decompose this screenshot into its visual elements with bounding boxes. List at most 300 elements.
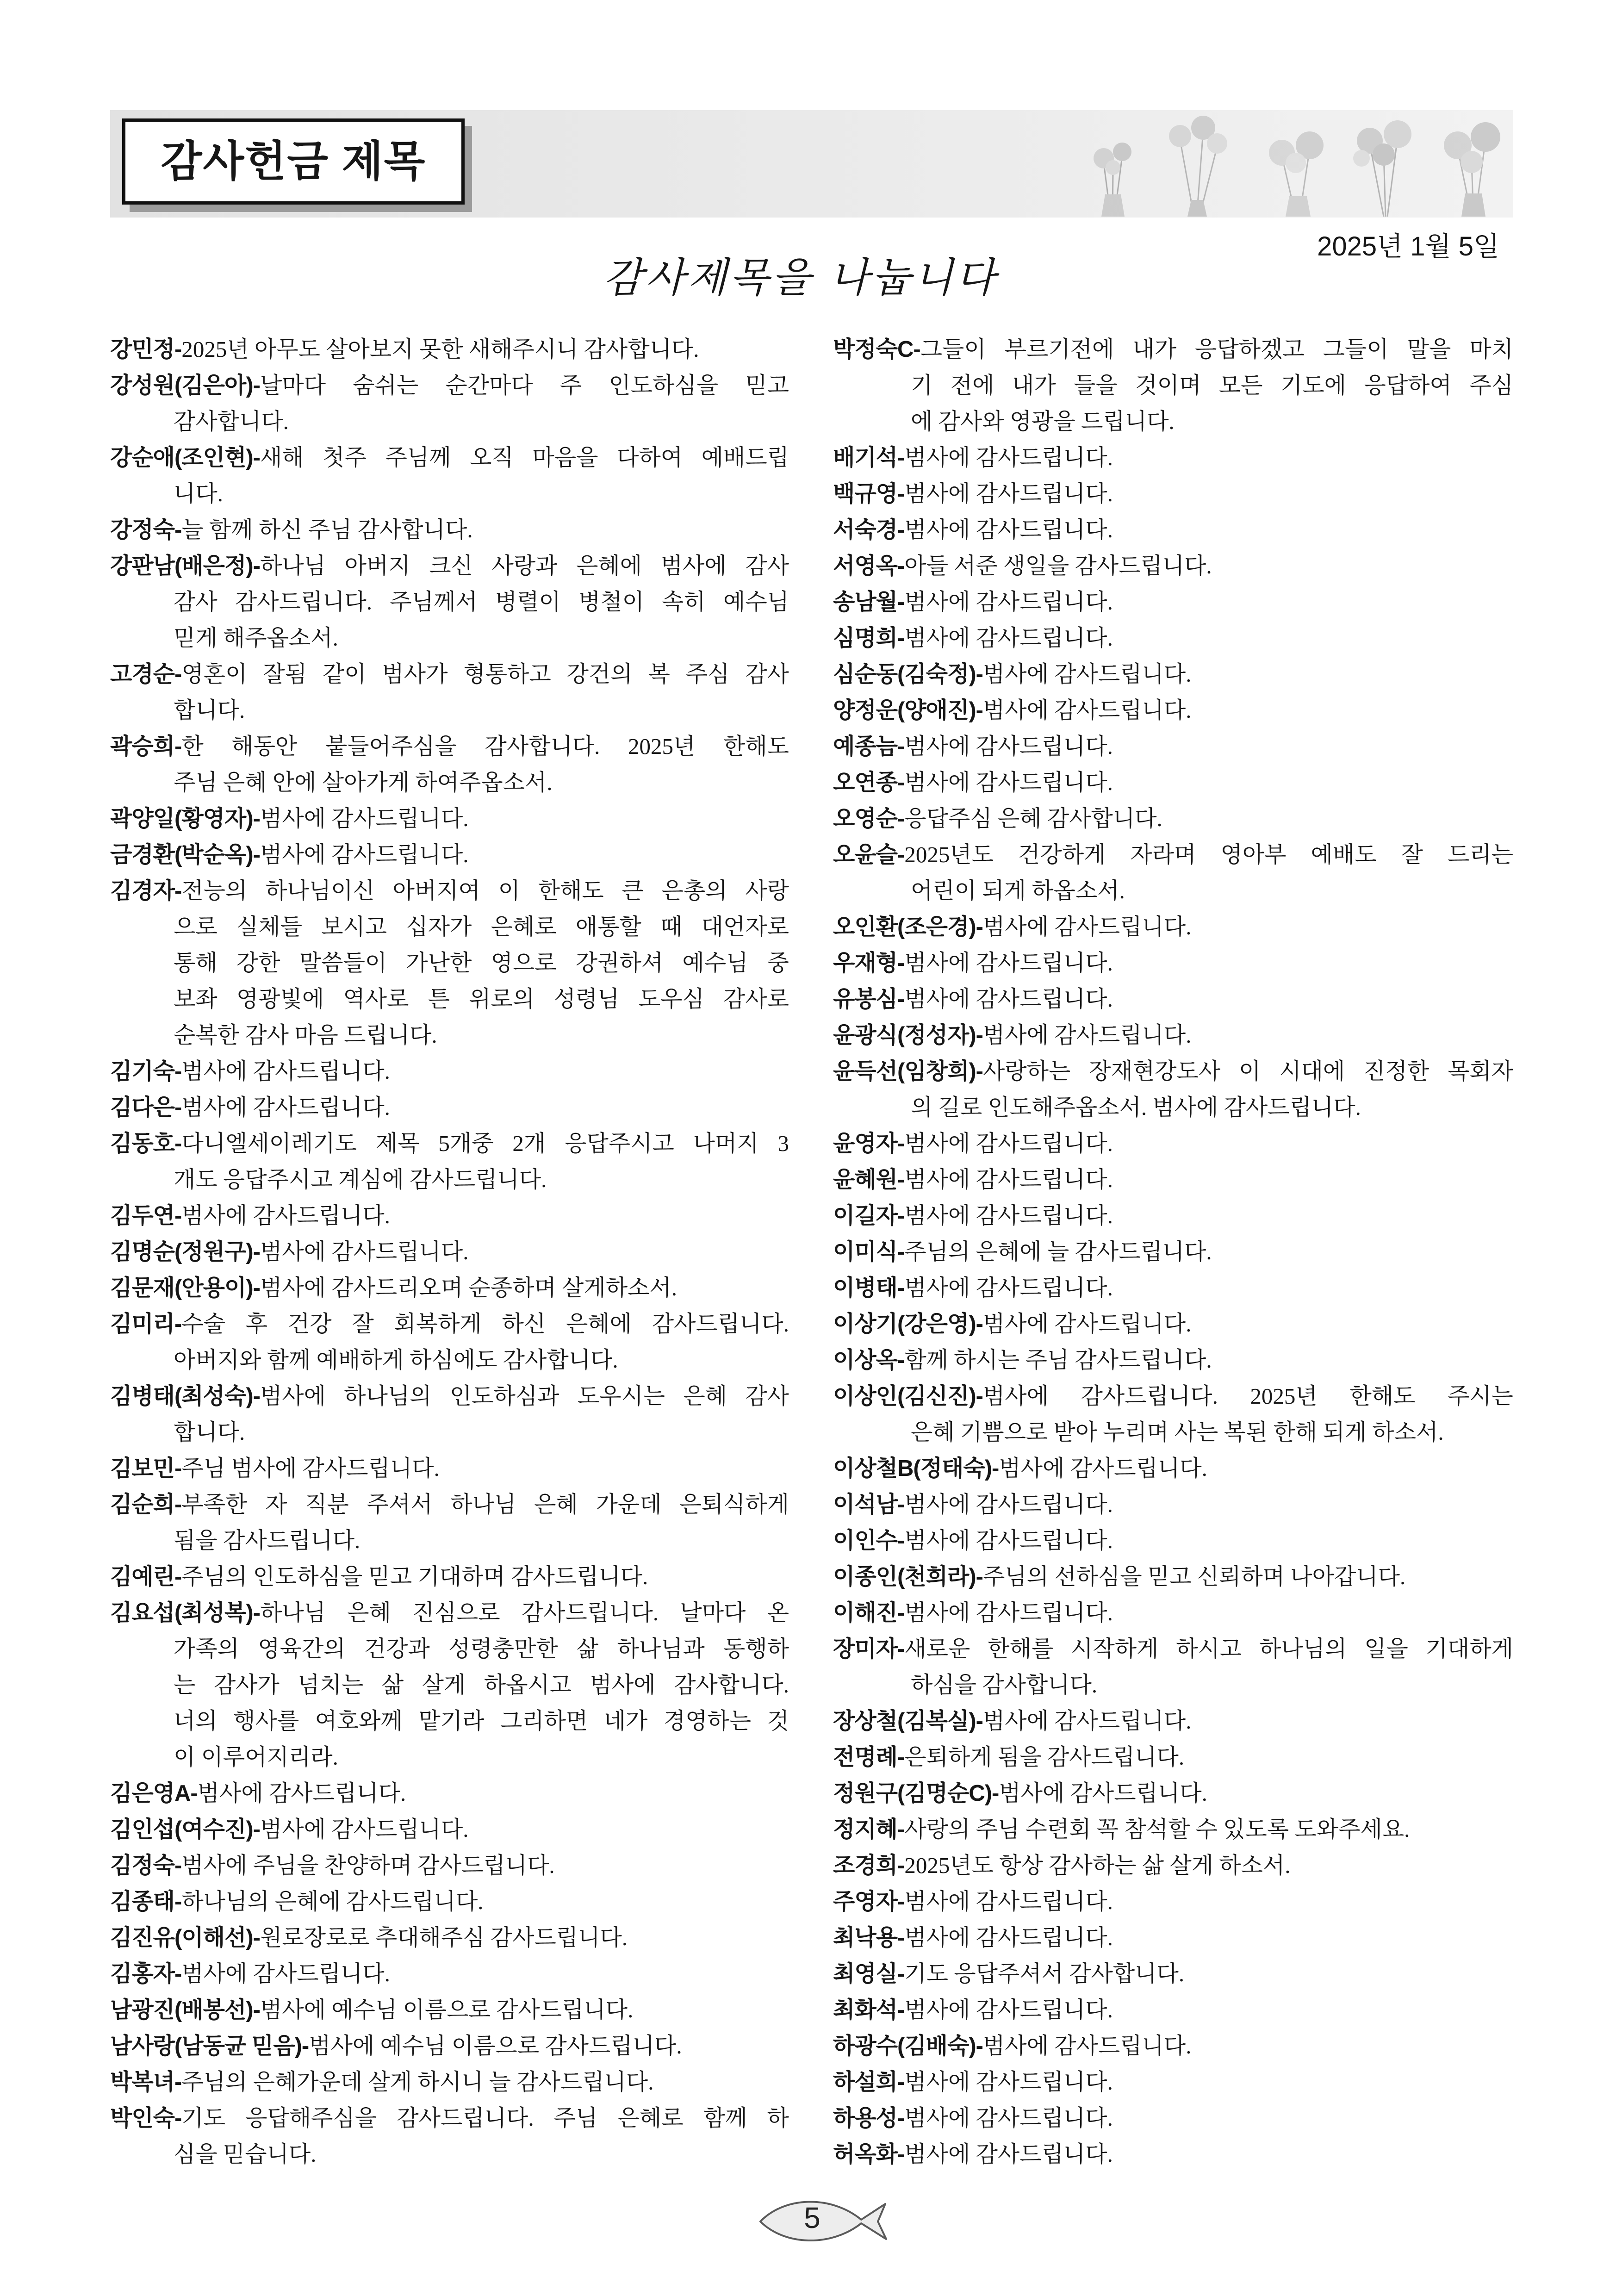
offering-entry [110, 1198, 789, 1234]
entry-first-line [833, 1198, 1513, 1234]
thanksgiving-text: 개도 응답주시고 계심에 감사드립니다. [174, 1167, 547, 1192]
thanksgiving-text: 의 길로 인도해주옵소서. 범사에 감사드립니다. [911, 1095, 1361, 1120]
thanksgiving-text: 범사에 감사드립니다. [982, 2033, 1192, 2059]
offering-entry [833, 1162, 1513, 1198]
entry-first-line [110, 728, 789, 765]
offering-entry [833, 1559, 1513, 1595]
offering-entry [833, 1884, 1513, 1920]
offering-entry [110, 1126, 789, 1198]
thanksgiving-text: 전능의 하나님이신 아버지여 이 한해도 큰 은총의 사랑 [181, 878, 789, 903]
entry-first-line [833, 1775, 1513, 1811]
donor-name: 오윤슬- [833, 842, 905, 867]
thanksgiving-text: 믿게 해주옵소서. [174, 625, 338, 651]
thanksgiving-text: 감사 감사드립니다. 주님께서 병렬이 병철이 속히 예수님 [174, 589, 789, 615]
donor-name: 유봉심- [833, 987, 905, 1012]
donor-name: 김홍자- [110, 1961, 182, 1986]
thanksgiving-text: 사랑하는 장재현강도사 이 시대에 진정한 목회자 [982, 1058, 1513, 1084]
donor-name: 전명례- [833, 1745, 905, 1770]
thanksgiving-text: 너의 행사를 여호와께 맡기라 그리하면 네가 경영하는 것 [174, 1708, 789, 1734]
offering-entry [833, 548, 1513, 584]
entry-first-line [833, 1848, 1513, 1884]
offering-entry [833, 1342, 1513, 1378]
thanksgiving-text: 기 전에 내가 들을 것이며 모든 기도에 응답하여 주심 [911, 373, 1513, 398]
offering-entry [833, 584, 1513, 620]
thanksgiving-text: 늘 함께 하신 주님 감사합니다. [181, 517, 473, 542]
entry-first-line [833, 1234, 1513, 1270]
donor-name: 오연종- [833, 770, 905, 795]
donor-name: 이해진- [833, 1600, 905, 1625]
entry-first-line [833, 512, 1513, 548]
offering-entry [110, 1848, 789, 1884]
donor-name: 김동호- [110, 1131, 182, 1156]
entry-first-line [833, 981, 1513, 1017]
donor-name: 장미자- [833, 1636, 905, 1661]
donor-name: 김미리- [110, 1312, 182, 1337]
entry-first-line [110, 1595, 789, 1631]
entry-first-line [833, 1378, 1513, 1414]
thanksgiving-text: 범사에 감사드립니다. [260, 1239, 469, 1264]
thanksgiving-text: 범사에 감사드립니다. [904, 445, 1113, 470]
entry-continuation-line [110, 692, 789, 728]
thanksgiving-text: 다니엘세이레기도 제목 5개중 2개 응답주시고 나머지 3 [181, 1131, 789, 1156]
thanksgiving-text: 는 감사가 넘치는 삶 살게 하옵시고 범사에 감사합니다. [174, 1672, 789, 1698]
entry-first-line [833, 2100, 1513, 2136]
entry-first-line [110, 512, 789, 548]
donor-name: 송남월- [833, 590, 905, 615]
entry-first-line [110, 367, 789, 404]
donor-name: 강민정- [110, 337, 182, 362]
thanksgiving-text: 범사에 감사드립니다. [181, 1095, 390, 1120]
offering-entry [833, 1487, 1513, 1523]
thanksgiving-text: 통해 강한 말씀들이 가난한 영으로 강권하셔 예수님 중 [174, 950, 789, 976]
entry-first-line [833, 801, 1513, 837]
entry-first-line [110, 873, 789, 909]
entries-column-left [110, 331, 789, 2172]
donor-name: 박인숙- [110, 2106, 182, 2131]
entry-first-line [833, 692, 1513, 728]
page-number: 5 [804, 2201, 820, 2234]
entry-first-line [833, 2136, 1513, 2172]
entry-first-line [833, 584, 1513, 620]
thanksgiving-text: 아버지와 함께 예배하게 하심에도 감사합니다. [174, 1347, 618, 1373]
offering-entry [110, 1884, 789, 1920]
entry-continuation-line [110, 404, 789, 440]
offering-entry [110, 331, 789, 367]
donor-name: 심순동(김숙정)- [833, 662, 983, 687]
offering-entry [110, 1775, 789, 1811]
donor-name: 백규영- [833, 481, 905, 506]
donor-name: 이상인(김신진)- [833, 1384, 983, 1409]
thanksgiving-text: 범사에 감사드립니다. [904, 1528, 1113, 1553]
thanksgiving-text: 아들 서준 생일을 감사드립니다. [904, 553, 1212, 579]
offering-entry [833, 331, 1513, 440]
page-subtitle: 감사제목을 나눕니다 [603, 254, 998, 301]
thanksgiving-text: 합니다. [174, 697, 245, 723]
thanksgiving-text: 범사에 감사드립니다. [904, 625, 1113, 651]
thanksgiving-text: 주님의 은혜에 늘 감사드립니다. [904, 1239, 1212, 1264]
donor-name: 남사랑(남동균 믿음)- [110, 2034, 309, 2059]
offering-entry [110, 2028, 789, 2064]
donor-name: 김순희- [110, 1492, 182, 1517]
thanksgiving-text: 주님의 은혜가운데 살게 하시니 늘 감사드립니다. [181, 2069, 654, 2095]
offering-entry [833, 2028, 1513, 2064]
thanksgiving-text: 주님의 선하심을 믿고 신뢰하며 나아갑니다. [982, 1564, 1406, 1589]
entry-first-line [110, 1811, 789, 1848]
donor-name: 김정숙- [110, 1853, 182, 1878]
thanksgiving-text: 한 해동안 붙들어주심을 감사합니다. 2025년 한해도 [181, 734, 789, 759]
thanksgiving-text: 범사에 감사드립니다. [904, 986, 1113, 1012]
donor-name: 우재형- [833, 951, 905, 976]
bulletin-date: 2025년 1월 5일 [1317, 231, 1499, 261]
donor-name: 이상옥- [833, 1348, 905, 1373]
entry-first-line [833, 1162, 1513, 1198]
entry-first-line [110, 331, 789, 367]
entry-first-line [833, 1342, 1513, 1378]
thanksgiving-text: 니다. [174, 481, 223, 506]
entry-first-line [110, 1089, 789, 1126]
offering-entry [833, 1378, 1513, 1450]
donor-name: 박복녀- [110, 2070, 182, 2095]
thanksgiving-text: 으로 실체들 보시고 십자가 은혜로 애통할 때 대언자로 [174, 914, 789, 940]
offering-entry [833, 1270, 1513, 1306]
entry-continuation-line [110, 909, 789, 945]
offering-entry [110, 548, 789, 656]
offering-entry [833, 512, 1513, 548]
thanksgiving-text: 수술 후 건강 잘 회복하게 하신 은혜에 감사드립니다. [181, 1311, 789, 1337]
offering-entry [833, 837, 1513, 909]
donor-name: 예종늠- [833, 734, 905, 759]
offering-entry [110, 1450, 789, 1487]
entry-first-line [110, 1450, 789, 1487]
thanksgiving-text: 주님의 인도하심을 믿고 기대하며 감사드립니다. [181, 1564, 648, 1589]
entry-first-line [110, 837, 789, 873]
donor-name: 서영옥- [833, 554, 905, 579]
offering-entry [110, 2100, 789, 2172]
donor-name: 정원구(김명순C)- [833, 1781, 999, 1806]
thanksgiving-text: 범사에 감사드립니다. [181, 1203, 390, 1228]
donor-name: 강정숙- [110, 517, 182, 542]
thanksgiving-text: 범사에 감사드립니다. [260, 806, 469, 831]
donor-name: 금경환(박순옥)- [110, 842, 260, 867]
thanksgiving-text: 주님 범사에 감사드립니다. [181, 1456, 440, 1481]
thanksgiving-text: 범사에 감사드립니다. [904, 2105, 1113, 2131]
entry-continuation-line [110, 476, 789, 512]
offering-entry [833, 1450, 1513, 1487]
entry-first-line [833, 656, 1513, 692]
donor-name: 김요섭(최성복)- [110, 1600, 260, 1625]
donor-name: 김보민- [110, 1456, 182, 1481]
entry-first-line [833, 1595, 1513, 1631]
entry-first-line [833, 1487, 1513, 1523]
donor-name: 이인수- [833, 1528, 905, 1553]
donor-name: 최낙용- [833, 1925, 905, 1950]
thanksgiving-text: 범사에 감사드립니다. [904, 481, 1113, 506]
donor-name: 이종인(천희라)- [833, 1564, 983, 1589]
offering-entry [833, 1739, 1513, 1775]
thanksgiving-text: 범사에 감사드립니다. [260, 1817, 469, 1842]
thanksgiving-text: 함께 하시는 주님 감사드립니다. [904, 1347, 1212, 1373]
entry-continuation-line [110, 1703, 789, 1739]
offering-entry [110, 1270, 789, 1306]
thanksgiving-text: 이 이루어지리라. [174, 1744, 338, 1770]
thanksgiving-text: 범사에 감사드립니다. [904, 589, 1113, 615]
offering-entry [833, 1775, 1513, 1811]
donor-name: 강판남(배은정)- [110, 554, 260, 579]
donor-name: 김예린- [110, 1564, 182, 1589]
entry-continuation-line [833, 1667, 1513, 1703]
offering-entry [833, 1523, 1513, 1559]
entry-continuation-line [110, 981, 789, 1017]
donor-name: 오영순- [833, 806, 905, 831]
entry-first-line [833, 837, 1513, 873]
offering-entry [833, 1956, 1513, 1992]
offering-entry [110, 1956, 789, 1992]
thanksgiving-text: 응답주심 은혜 감사합니다. [904, 806, 1162, 831]
entry-first-line [833, 2028, 1513, 2064]
offering-entry [833, 1017, 1513, 1053]
donor-name: 하광수(김배숙)- [833, 2034, 983, 2059]
thanksgiving-text: 범사에 감사드립니다. [904, 1167, 1113, 1192]
entry-first-line [833, 1053, 1513, 1089]
entry-first-line [833, 728, 1513, 765]
donor-name: 이석남- [833, 1492, 905, 1517]
entry-first-line [110, 2100, 789, 2136]
donor-name: 김은영A- [110, 1781, 198, 1806]
entry-first-line [833, 440, 1513, 476]
thanksgiving-text: 하나님 은혜 진심으로 감사드립니다. 날마다 온 [260, 1600, 789, 1625]
offering-entry [833, 656, 1513, 692]
donor-name: 윤광식(정성자)- [833, 1023, 983, 1048]
donor-name: 서숙경- [833, 517, 905, 542]
thanksgiving-text: 하나님의 은혜에 감사드립니다. [181, 1889, 484, 1914]
thanksgiving-text: 그들이 부르기전에 내가 응답하겠고 그들이 말을 마치 [920, 336, 1513, 362]
thanksgiving-text: 범사에 감사드립니다. 2025년 한해도 주시는 [982, 1383, 1513, 1409]
thanksgiving-text: 은혜 기쁨으로 받아 누리며 사는 복된 한해 되게 하소서. [911, 1419, 1444, 1445]
entry-continuation-line [110, 945, 789, 981]
entry-first-line [833, 331, 1513, 367]
offering-entry [110, 1811, 789, 1848]
thanksgiving-text: 범사에 감사드립니다. [982, 1708, 1192, 1734]
thanksgiving-text: 은퇴하게 됨을 감사드립니다. [904, 1744, 1185, 1770]
donor-name: 이미식- [833, 1239, 905, 1264]
offering-entry [110, 1595, 789, 1775]
offering-entry [110, 656, 789, 728]
thanksgiving-text: 심을 믿습니다. [174, 2141, 317, 2167]
donor-name: 양정운(양애진)- [833, 698, 983, 723]
section-title: 감사헌금 제목 [122, 118, 465, 205]
thanksgiving-text: 범사에 감사드립니다. [904, 517, 1113, 542]
entry-first-line [110, 1775, 789, 1811]
entry-first-line [833, 1523, 1513, 1559]
entry-first-line [110, 1956, 789, 1992]
donor-name: 김경자- [110, 878, 182, 903]
entries-column-right [833, 331, 1513, 2172]
thanksgiving-text: 범사에 예수님 이름으로 감사드립니다. [260, 1997, 634, 2022]
thanksgiving-text: 범사에 감사드립니다. [904, 1889, 1113, 1914]
offering-entry [110, 1053, 789, 1089]
thanksgiving-text: 어린이 되게 하옵소서. [911, 878, 1125, 903]
donor-name: 남광진(배봉선)- [110, 1997, 260, 2022]
entry-first-line [833, 1811, 1513, 1848]
offering-entry [110, 1378, 789, 1450]
entry-first-line [833, 2064, 1513, 2100]
thanksgiving-text: 범사에 감사드립니다. [904, 2069, 1113, 2095]
entry-first-line [833, 945, 1513, 981]
donor-name: 하용성- [833, 2106, 905, 2131]
offering-entry [833, 945, 1513, 981]
donor-name: 강성원(김은아)- [110, 373, 260, 398]
entry-first-line [833, 1956, 1513, 1992]
entry-continuation-line [110, 620, 789, 656]
entry-first-line [110, 2028, 789, 2064]
offering-entry [833, 2064, 1513, 2100]
entry-continuation-line [833, 873, 1513, 909]
offering-entry [110, 728, 789, 801]
offering-entry [833, 801, 1513, 837]
entry-continuation-line [110, 765, 789, 801]
offering-entry [833, 1703, 1513, 1739]
offering-entry [833, 765, 1513, 801]
entry-first-line [110, 656, 789, 692]
donor-name: 허옥화- [833, 2142, 905, 2167]
thanksgiving-text: 범사에 감사드립니다. [999, 1780, 1207, 1806]
thanksgiving-text: 가족의 영육간의 건강과 성령충만한 삶 하나님과 동행하 [174, 1636, 789, 1661]
offering-entry [110, 440, 789, 512]
offering-entry [833, 728, 1513, 765]
donor-name: 오인환(조은경)- [833, 915, 983, 940]
thanksgiving-text: 범사에 감사드립니다. [904, 1275, 1113, 1300]
offering-entry [110, 837, 789, 873]
entry-continuation-line [110, 1342, 789, 1378]
entry-first-line [110, 1306, 789, 1342]
entry-continuation-line [833, 1414, 1513, 1450]
donor-name: 곽양일(황영자)- [110, 806, 260, 831]
thanksgiving-text: 사랑의 주님 수련회 꼭 참석할 수 있도록 도와주세요. [904, 1817, 1410, 1842]
thanksgiving-text: 기도 응답주셔서 감사합니다. [904, 1961, 1185, 1986]
donor-name: 김인섭(여수진)- [110, 1817, 260, 1842]
thanksgiving-text: 기도 응답해주심을 감사드립니다. 주님 은혜로 함께 하 [181, 2105, 789, 2131]
thanksgiving-text: 새로운 한해를 시작하게 하시고 하나님의 일을 기대하게 [904, 1636, 1513, 1661]
entry-continuation-line [110, 1017, 789, 1053]
thanksgiving-text: 범사에 감사드립니다. [904, 1600, 1113, 1625]
entry-continuation-line [110, 2136, 789, 2172]
offering-entry [833, 692, 1513, 728]
thanksgiving-text: 범사에 감사드립니다. [181, 1058, 390, 1084]
thanksgiving-text: 2025년도 건강하게 자라며 영아부 예배도 잘 드리는 [904, 842, 1513, 867]
offering-entry [833, 1126, 1513, 1162]
offering-entry [833, 2136, 1513, 2172]
entry-first-line [110, 1053, 789, 1089]
donor-name: 고경순- [110, 662, 182, 687]
donor-name: 이병태- [833, 1276, 905, 1300]
entry-continuation-line [110, 1631, 789, 1667]
thanksgiving-text: 범사에 감사드립니다. [904, 1203, 1113, 1228]
thanksgiving-text: 순복한 감사 마음 드립니다. [174, 1022, 437, 1048]
thanksgiving-text: 범사에 감사드립니다. [904, 734, 1113, 759]
offering-entry [833, 1920, 1513, 1956]
entry-continuation-line [833, 404, 1513, 440]
thanksgiving-text: 하심을 감사합니다. [911, 1672, 1098, 1698]
donor-name: 김진유(이해선)- [110, 1925, 260, 1950]
entry-first-line [833, 1739, 1513, 1775]
entry-first-line [833, 476, 1513, 512]
entry-first-line [110, 1992, 789, 2028]
thanksgiving-text: 영혼이 잘됨 같이 범사가 형통하고 강건의 복 주심 감사 [181, 661, 789, 687]
thanksgiving-text: 범사에 감사드립니다. [904, 1492, 1113, 1517]
thanksgiving-text: 범사에 감사드립니다. [982, 1311, 1192, 1337]
entry-continuation-line [110, 1667, 789, 1703]
thanksgiving-text: 범사에 감사드립니다. [999, 1456, 1207, 1481]
entry-first-line [110, 1234, 789, 1270]
offering-entry [833, 620, 1513, 656]
donor-name: 하설희- [833, 2070, 905, 2095]
entry-first-line [110, 1848, 789, 1884]
thanksgiving-text: 범사에 감사드립니다. [181, 1961, 390, 1986]
donor-name: 장상철(김복실)- [833, 1709, 983, 1734]
offering-entry [833, 440, 1513, 476]
offering-entry [833, 981, 1513, 1017]
entry-first-line [110, 1270, 789, 1306]
offering-entry [110, 1920, 789, 1956]
entry-first-line [110, 1487, 789, 1523]
offering-entry [110, 1487, 789, 1559]
thanksgiving-text: 감사합니다. [174, 409, 289, 434]
thanksgiving-text: 범사에 감사드리오며 순종하며 살게하소서. [260, 1275, 677, 1300]
offering-entry [833, 1992, 1513, 2028]
offering-entry [833, 2100, 1513, 2136]
offering-entry [833, 1595, 1513, 1631]
offering-entry [833, 909, 1513, 945]
thanksgiving-text: 부족한 자 직분 주셔서 하나님 은혜 가운데 은퇴식하게 [181, 1492, 789, 1517]
entry-first-line [833, 1992, 1513, 2028]
entry-first-line [110, 1198, 789, 1234]
offering-entry [833, 1811, 1513, 1848]
entry-continuation-line [110, 1162, 789, 1198]
thanksgiving-text: 에 감사와 영광을 드립니다. [911, 409, 1175, 434]
thanksgiving-text: 2025년도 항상 감사하는 삶 살게 하소서. [904, 1853, 1291, 1878]
donor-name: 김두연- [110, 1203, 182, 1228]
donor-name: 이길자- [833, 1203, 905, 1228]
thanksgiving-text: 원로장로로 추대해주심 감사드립니다. [260, 1925, 628, 1950]
donor-name: 배기석- [833, 445, 905, 470]
donor-name: 김다은- [110, 1095, 182, 1120]
flower-illustration [1078, 112, 1509, 217]
thanksgiving-text: 범사에 주님을 찬양하며 감사드립니다. [181, 1853, 555, 1878]
entry-first-line [833, 1559, 1513, 1595]
thanksgiving-text: 범사에 감사드립니다. [982, 914, 1192, 940]
donor-name: 곽승희- [110, 734, 182, 759]
donor-name: 이상철B(정태숙)- [833, 1456, 999, 1481]
thanksgiving-text: 범사에 예수님 이름으로 감사드립니다. [309, 2033, 682, 2059]
offering-entry [110, 1089, 789, 1126]
offering-entry [110, 1559, 789, 1595]
entry-first-line [833, 1017, 1513, 1053]
thanksgiving-text: 범사에 감사드립니다. [982, 661, 1192, 687]
donor-name: 김명순(정원구)- [110, 1239, 260, 1264]
donor-name: 윤득선(임창희)- [833, 1059, 983, 1084]
entry-continuation-line [833, 1089, 1513, 1126]
offering-entry [110, 1306, 789, 1378]
entry-first-line [833, 1631, 1513, 1667]
thanksgiving-text: 범사에 감사드립니다. [904, 770, 1113, 795]
thanksgiving-text: 보좌 영광빛에 역사로 튼 위로의 성령님 도우심 감사로 [174, 986, 789, 1012]
offering-entry [833, 1053, 1513, 1126]
entry-first-line [833, 1450, 1513, 1487]
offering-entry [833, 1198, 1513, 1234]
donor-name: 최화석- [833, 1997, 905, 2022]
donor-name: 최영실- [833, 1961, 905, 1986]
entry-continuation-line [110, 1414, 789, 1450]
